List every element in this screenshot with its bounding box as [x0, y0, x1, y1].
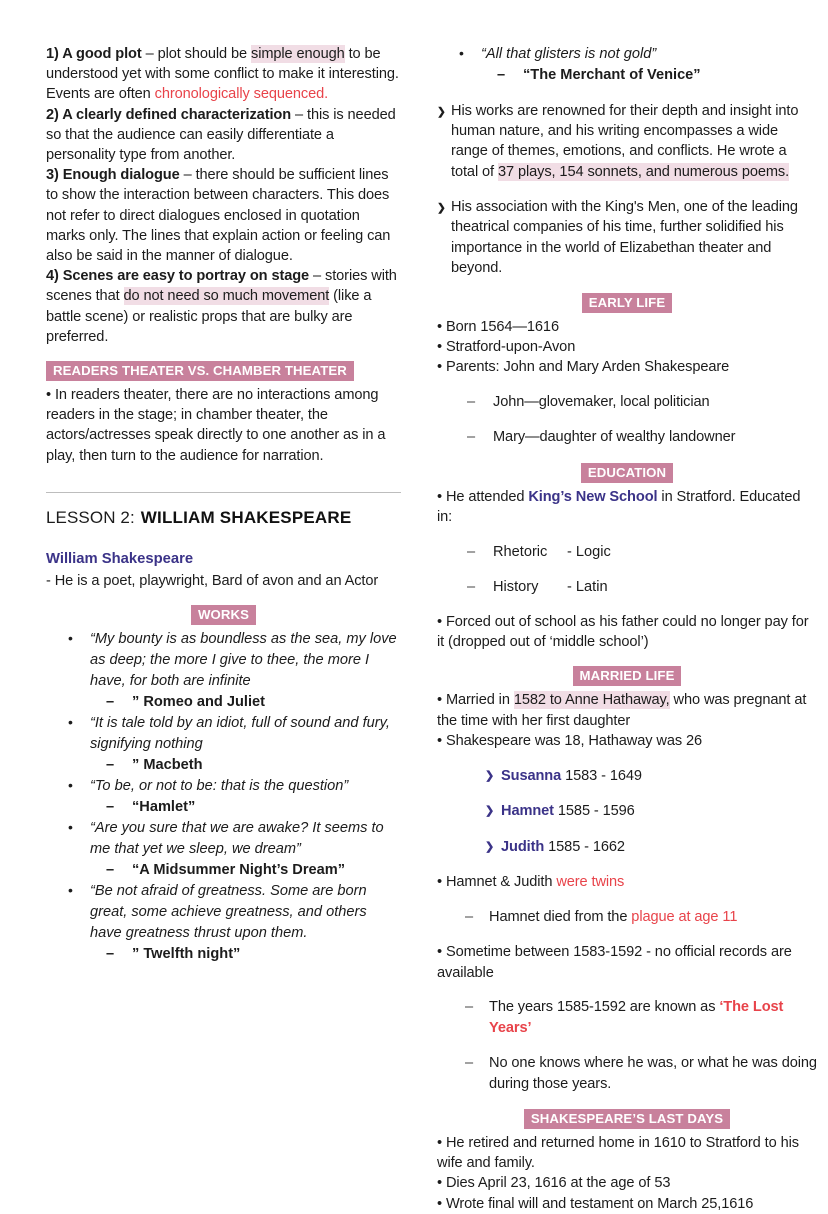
lost-years-red-text: ‘The Lost Years’ [489, 999, 784, 1036]
child-name: Judith [501, 838, 545, 855]
parent-detail: – John—glovemaker, local politician [437, 392, 817, 413]
work-quote: • “It is tale told by an idiot, full of sound and fury, signifying nothing [46, 713, 401, 755]
element-3-text: there should be sufficient lines to show the interaction between characters. This does not refer to direct dialogues enclosed in quotation marks only. The lines that explain action or feeling can also be said in the manner of dialogue. [46, 167, 391, 265]
kings-men-paragraph: ❯ His association with the King's Men, one of the leading theatrical companies of his time, further solidified his importance in the world of Elizabethan theater and beyond. [437, 197, 817, 279]
married-life-header-wrap [437, 666, 817, 686]
education-subject: - Latin [567, 578, 608, 595]
right-column [437, 44, 817, 1212]
element-item-3 [46, 165, 401, 266]
last-days-header-wrap [437, 1109, 817, 1129]
element-1-number: 1) [46, 46, 59, 62]
element-1-text-a: plot should be [157, 46, 251, 62]
element-1-highlight: simple enough [251, 46, 345, 62]
work-quote: • “Be not afraid of greatness. Some are born great, some achieve greatness, and others have greatness thrust upon them. [46, 881, 401, 944]
education-line-post: in Stratford. Educated in: [437, 488, 801, 525]
no-one-knows-line: – No one knows where he was, or what he was doing during those years. [437, 1053, 817, 1094]
last-days-line: • He retired and returned home in 1610 to Stratford to his wife and family. [437, 1134, 799, 1172]
readers-theater-header-wrap [46, 361, 401, 381]
lesson-title: WILLIAM SHAKESPEARE [140, 507, 352, 527]
child-row [437, 837, 817, 858]
last-days-header: SHAKESPEARE’S LAST DAYS [524, 1109, 730, 1129]
work-source: – “A Midsummer Night’s Dream” [46, 860, 401, 881]
element-4-text-b: (like a battle scene) or realistic props that are bulky are preferred. [46, 288, 372, 345]
married-highlight: 1582 to Anne Hathaway, [513, 692, 670, 709]
renown-highlight: 37 plays, 154 sonnets, and numerous poems. [497, 163, 790, 180]
parent-detail: – Mary—daughter of wealthy landowner [437, 427, 817, 448]
element-item-1 [46, 44, 401, 105]
child-years: 1585 - 1596 [553, 803, 635, 820]
twins-line-pre: • Hamnet & Judith [437, 874, 557, 891]
readers-theater-body: • In readers theater, there are no interactions among readers in the stage; in chamber theater, the actors/actresses speak directly to one another as in a play, then turn to the audience for narration. [46, 387, 386, 464]
element-2-number: 2) [46, 106, 59, 123]
works-header-wrap [46, 605, 401, 625]
work-source: – “The Merchant of Venice” [437, 65, 817, 86]
element-4-dash: – [309, 268, 326, 285]
element-3-dash: – [179, 167, 196, 184]
early-life-header-wrap [437, 293, 817, 313]
works-continued-list [437, 44, 817, 86]
work-source: – ” Romeo and Juliet [46, 692, 401, 713]
work-quote: • “My bounty is as boundless as the sea, my love as deep; the more I give to thee, the more I have, for both are infinite [46, 629, 401, 692]
element-1-red-text: chronologically sequenced. [154, 86, 329, 103]
education-school-name: King’s New School [528, 488, 658, 505]
married-line [437, 690, 817, 730]
child-row [437, 766, 817, 787]
element-4-text-a: stories with scenes that [46, 268, 397, 305]
married-life-header: MARRIED LIFE [573, 666, 682, 686]
left-column [46, 44, 401, 1051]
education-subject: - Logic [567, 543, 611, 560]
renown-paragraph [437, 101, 817, 183]
element-3-number: 3) [46, 167, 59, 184]
works-list [46, 629, 401, 965]
element-item-4 [46, 266, 401, 347]
child-name: Hamnet [501, 803, 554, 820]
lesson-heading [46, 507, 401, 529]
element-4-highlight: do not need so much movement [123, 288, 330, 305]
work-source: – ” Twelfth night” [46, 944, 401, 965]
element-1-dash: – [141, 46, 158, 62]
twins-red-text: were twins [556, 874, 625, 891]
education-subject-row [437, 542, 817, 563]
education-line-pre: • He attended [437, 488, 529, 505]
hamnet-line-pre: Hamnet died from the [489, 909, 632, 926]
hamnet-death-line [437, 907, 817, 928]
child-years: 1585 - 1662 [544, 838, 625, 855]
early-life-header: EARLY LIFE [582, 293, 672, 313]
education-subject: History [493, 578, 539, 595]
work-quote: • “All that glisters is not gold” [437, 44, 817, 65]
element-1-text-b: to be understood yet with some conflict to make it interesting. Events are often [46, 46, 399, 103]
married-line-post: who was pregnant at the time with her first daughter [437, 692, 807, 729]
child-name: Susanna [501, 767, 562, 784]
education-subject: Rhetoric [493, 543, 548, 560]
education-header-wrap [437, 463, 817, 483]
work-source: – ” Macbeth [46, 755, 401, 776]
hamnet-red-text: plague at age 11 [631, 909, 738, 926]
education-note: • Forced out of school as his father could no longer pay for it (dropped out of ‘middle school’) [437, 613, 809, 651]
work-quote: • “Are you sure that we are awake? It seems to me that yet we sleep, we dream” [46, 818, 401, 860]
education-subject-row [437, 577, 817, 598]
education-header: EDUCATION [581, 463, 673, 483]
element-4-number: 4) [46, 268, 59, 285]
elements-of-play-list [46, 44, 401, 347]
works-header: WORKS [191, 605, 256, 625]
element-4-title: Scenes are easy to portray on stage [62, 268, 310, 285]
element-2-title: A clearly defined characterization [62, 106, 292, 123]
element-2-text: this is needed so that the audience can easily differentiate a personality type from another. [46, 106, 396, 164]
early-life-line: • Born 1564—1616 [437, 319, 559, 336]
subject-description: - He is a poet, playwright, Bard of avon and an Actor [46, 572, 379, 589]
element-3-title: Enough dialogue [62, 167, 180, 184]
last-days-line: • Wrote final will and testament on March 25,1616 [437, 1195, 754, 1212]
early-life-line: • Stratford-upon-Avon [437, 339, 576, 356]
subject-name: William Shakespeare [46, 550, 194, 567]
sometime-line: • Sometime between 1583-1592 - no official records are available [437, 944, 792, 981]
lost-years-pre: The years 1585-1592 are known as [489, 999, 720, 1016]
married-line-pre: • Married in [437, 692, 514, 709]
child-years: 1583 - 1649 [561, 767, 642, 784]
ages-line: • Shakespeare was 18, Hathaway was 26 [437, 732, 703, 749]
renown-text: His works are renowned for their depth and insight into human nature, and his writing encompasses a wide range of themes, emotions, and conflicts. He wrote a total of [451, 102, 799, 180]
element-2-dash: – [291, 106, 307, 123]
lesson-divider [46, 492, 401, 493]
last-days-line: • Dies April 23, 1616 at the age of 53 [437, 1175, 671, 1192]
education-line [437, 487, 817, 527]
child-row [437, 801, 817, 822]
work-source: – “Hamlet” [46, 797, 401, 818]
element-item-2 [46, 105, 401, 166]
lesson-label: LESSON 2: [46, 507, 135, 527]
readers-theater-header: READERS THEATER VS. CHAMBER THEATER [46, 361, 354, 381]
element-1-title: A good plot [62, 46, 142, 62]
twins-line [437, 872, 817, 892]
early-life-line: • Parents: John and Mary Arden Shakespeare [437, 359, 730, 376]
work-quote: • “To be, or not to be: that is the question” [46, 776, 401, 797]
lost-years-line [437, 997, 817, 1038]
